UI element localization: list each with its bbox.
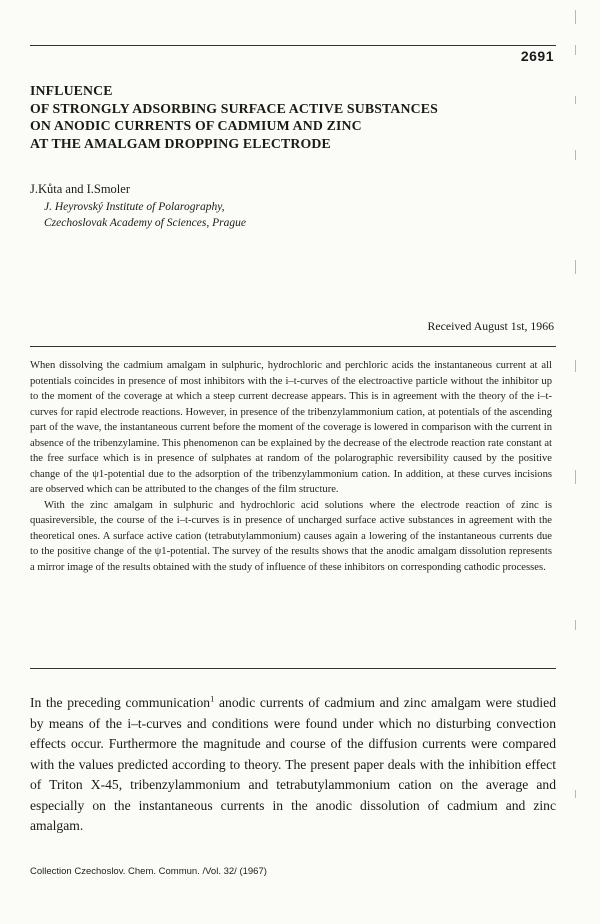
page-number: 2691 [520,48,554,64]
abstract-rule-bottom [30,668,556,669]
scan-edge-mark [575,790,576,798]
received-date: Received August 1st, 1966 [427,319,554,333]
scan-edge-mark [575,10,576,24]
body-text-rest: anodic currents of cadmium and zinc amalgam were studied by means of the i–t-curves and conditions were found under which no disturbing convection effects occur. Furthermore the magnitude and course of the diffusion currents were compared with the values predicted according to theory. The present paper deals with the inhibition effect of Triton X-45, tribenzylammonium and tetrabutylammonium cation on the average and especially on the instantaneous currents in the anodic dissolution of cadmium and zinc amalgam. [30,695,556,833]
journal-citation-footer: Collection Czechoslov. Chem. Commun. /Vol. 32/ (1967) [30,866,267,877]
body-text-start: In the preceding communication [30,695,211,710]
scan-edge-mark [575,360,576,372]
abstract-paragraph: With the zinc amalgam in sulphuric and hydrochloric acid solutions where the electrode reaction of zinc is quasireversible, the course of the i–t-curves is in presence of uncharged surface active substances in agreement with the theoretical ones. A surface active cation (tetrabutylammonium) causes again a lowering of the instantaneous currents due to the positive change of the ψ1-potential. The survey of the results shows that the anodic amalgam dissolution represents a mirror image of the results obtained with the study of influence of these inhibitors on corresponding cathodic processes. [30,499,552,573]
affiliation-line: J. Heyrovský Institute of Polarography, [44,201,225,213]
affiliation [44,200,246,231]
body-paragraph [30,693,556,837]
authors: J.Kůta and I.Smoler [30,182,130,196]
title-line: INFLUENCE [30,83,113,98]
abstract-paragraph: When dissolving the cadmium amalgam in sulphuric, hydrochloric and perchloric acids the instantaneous current at all potentials coincides in presence of most inhibitors with the i–t-curves of the electroactive particle without the inhibitor up to the moment of the coverage at which a steep current decrease appears. This is in agreement with the theory of the i–t-curves for rapid electrode reactions. However, in presence of the tribenzylammonium cation, at potentials of the ascending part of the wave, the instantaneous current before the moment of the coverage is lowered in comparison with the current in absence of the tribenzylamine. This phenomenon can be explained by the decrease of the electrode reaction rate constant at the free surface which is in presence of sulphates at random of the polarographic reversibility caused by the positive change of the ψ1-potential due to the adsorption of the tribenzylammonium cation. In addition, at these curves incisions are observed which can be attributed to the changes of the film structure. [30,360,552,495]
header-rule [30,45,556,46]
abstract [30,358,552,575]
affiliation-line: Czechoslovak Academy of Sciences, Prague [44,216,246,229]
scan-edge-mark [575,96,576,104]
abstract-rule-top [30,346,556,347]
scan-edge-mark [575,150,576,160]
scan-edge-mark [575,45,576,55]
article-title [30,82,560,152]
scan-edge-mark [575,620,576,630]
scan-edge-mark [575,260,576,274]
title-line: ON ANODIC CURRENTS OF CADMIUM AND ZINC [30,118,362,133]
title-line: AT THE AMALGAM DROPPING ELECTRODE [30,135,331,151]
scan-edge-mark [575,470,576,484]
reference-marker[interactable]: 1 [210,693,215,704]
title-line: OF STRONGLY ADSORBING SURFACE ACTIVE SUBSTANCES [30,100,438,116]
